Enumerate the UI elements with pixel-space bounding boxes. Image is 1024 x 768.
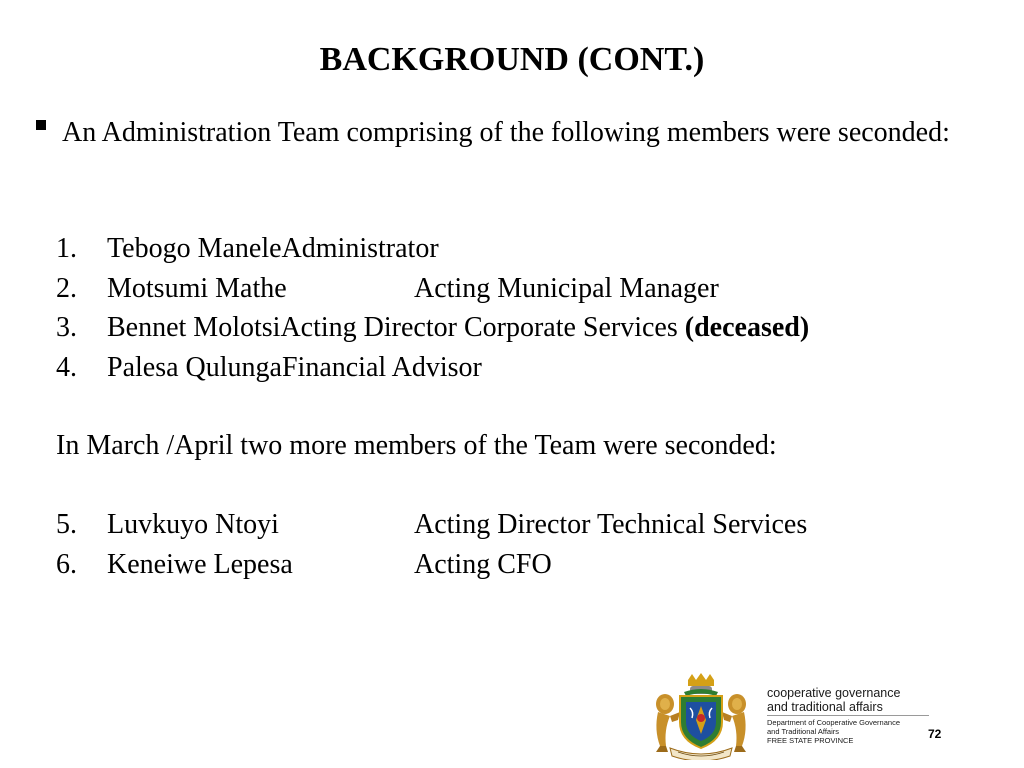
- member-name: Keneiwe Lepesa: [107, 548, 293, 580]
- square-bullet-icon: [36, 120, 46, 130]
- crown-icon: [684, 673, 718, 696]
- coat-of-arms-icon: [648, 672, 754, 760]
- list-number: 4.: [56, 351, 77, 383]
- member-entry: [107, 229, 439, 269]
- member-role: Acting Director Corporate Services: [280, 312, 685, 343]
- department-subtitle-line: FREE STATE PROVINCE: [767, 736, 854, 745]
- department-subtitle: [767, 718, 900, 745]
- member-entry: [107, 348, 482, 388]
- list-number: 6.: [56, 548, 77, 580]
- list-item: [56, 505, 976, 545]
- additional-members-note: In March /April two more members of the Team were seconded:: [56, 430, 777, 461]
- member-list: [56, 229, 976, 387]
- member-name: Bennet Molotsi: [107, 312, 281, 343]
- member-name: Motsumi Mathe: [107, 272, 287, 304]
- shield-icon: [680, 696, 722, 748]
- slide-title: BACKGROUND (CONT.): [319, 41, 705, 78]
- deceased-note: (deceased): [684, 312, 810, 343]
- right-lion-icon: [722, 694, 746, 752]
- member-role: Acting Director Technical Services: [414, 509, 808, 540]
- list-item: [56, 545, 976, 585]
- member-entry: [107, 308, 809, 348]
- additional-member-list: [56, 505, 976, 584]
- motto-ribbon-icon: [670, 748, 732, 760]
- list-item: [56, 229, 976, 269]
- list-item: [56, 269, 976, 309]
- member-name: Tebogo Manele: [107, 233, 282, 264]
- department-subtitle-line: Department of Cooperative Governance: [767, 718, 900, 727]
- list-item: [56, 348, 976, 388]
- member-role: Acting CFO: [414, 548, 552, 580]
- intro-text: An Administration Team comprising of the following members were seconded:: [62, 117, 950, 148]
- department-title: [767, 686, 900, 714]
- department-subtitle-line: and Traditional Affairs: [767, 727, 839, 736]
- left-lion-icon: [656, 694, 680, 752]
- list-item: [56, 308, 976, 348]
- list-number: 1.: [56, 233, 77, 264]
- member-name: Luvkuyo Ntoyi: [107, 509, 279, 540]
- department-title-line: cooperative governance: [767, 686, 901, 700]
- page-number: 72: [928, 727, 942, 741]
- footer-branding: [648, 672, 948, 762]
- list-number: 5.: [56, 509, 77, 540]
- department-title-line: and traditional affairs: [767, 700, 883, 714]
- list-number: 2.: [56, 272, 77, 304]
- member-role: Administrator: [281, 233, 439, 264]
- divider: [767, 715, 929, 716]
- member-name: Palesa Qulunga: [107, 351, 282, 383]
- list-number: 3.: [56, 312, 77, 343]
- member-role: Acting Municipal Manager: [414, 272, 719, 304]
- member-role: Financial Advisor: [281, 351, 482, 383]
